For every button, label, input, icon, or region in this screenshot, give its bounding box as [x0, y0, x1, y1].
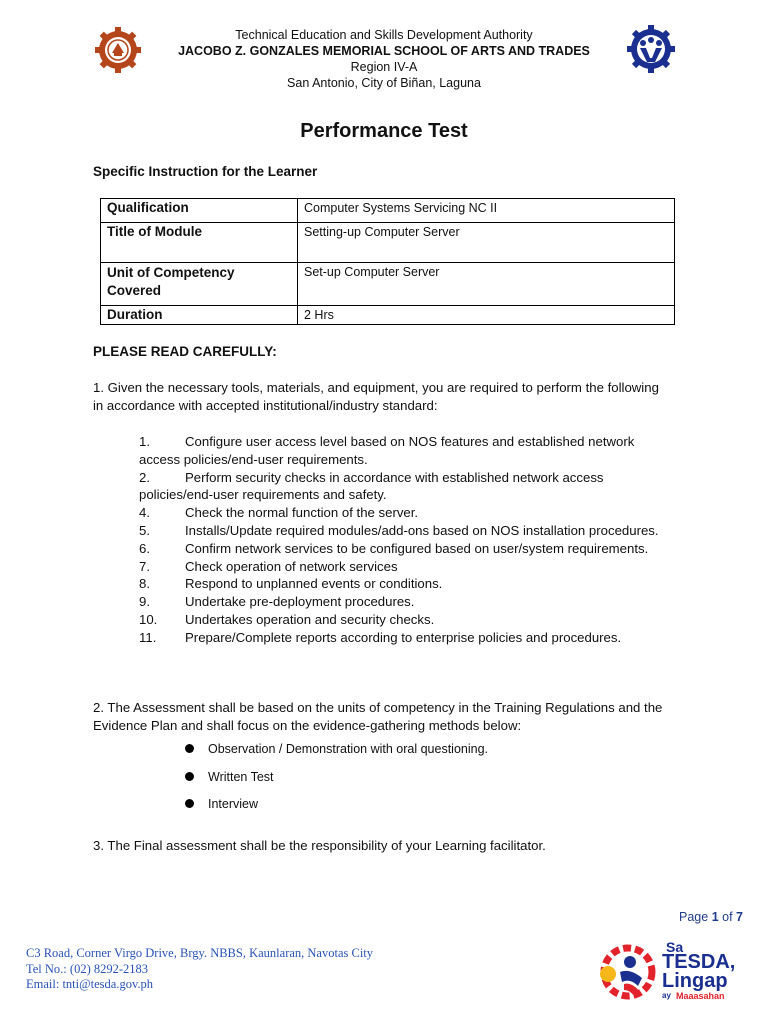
table-value: Set-up Computer Server: [298, 263, 675, 306]
page-total: 7: [736, 910, 743, 924]
logo-maaasahan: Maaasahan: [676, 991, 725, 1001]
step-number: 4.: [139, 505, 150, 521]
table-label: Duration: [101, 306, 298, 325]
table-value: Setting-up Computer Server: [298, 223, 675, 263]
step-text: Confirm network services to be configured based on user/system requirements.: [185, 540, 649, 556]
list-item: [139, 558, 679, 576]
header-address: San Antonio, City of Biñan, Laguna: [287, 76, 481, 90]
logo-sa: Sa: [666, 939, 684, 955]
method-text: Observation / Demonstration with oral questioning.: [208, 742, 489, 756]
step-text: Check operation of network services: [185, 558, 398, 574]
step-number: 11.: [139, 629, 157, 645]
logo-ay: ay: [662, 991, 671, 1000]
table-value: Computer Systems Servicing NC II: [298, 199, 675, 223]
list-item: [185, 742, 488, 756]
list-item: [185, 797, 258, 811]
page-number: [679, 910, 743, 924]
list-item: [139, 593, 679, 611]
list-item: [139, 575, 679, 593]
step-number: 1.: [139, 434, 150, 449]
table-row: [101, 223, 675, 263]
step-number: 5.: [139, 522, 150, 538]
footer-address: C3 Road, Corner Virgo Drive, Brgy. NBBS, Kaunlaran, Navotas City: [26, 946, 374, 960]
step-number: 9.: [139, 594, 150, 610]
header-region: Region IV-A: [350, 60, 418, 74]
info-table: [100, 198, 675, 325]
footer-tel: Tel No.: (02) 8292-2183: [26, 961, 149, 976]
step-number: 7.: [139, 558, 150, 574]
list-item: [139, 540, 679, 558]
table-label: Qualification: [101, 199, 298, 223]
table-label: Title of Module: [101, 223, 298, 263]
bullet-icon: [185, 744, 194, 753]
header-agency: Technical Education and Skills Development Authority: [235, 28, 533, 42]
list-item: [139, 611, 679, 629]
step-text: Undertakes operation and security checks.: [185, 611, 435, 627]
table-row: [101, 199, 675, 223]
page-prefix: Page: [679, 910, 709, 924]
table-row: [101, 306, 675, 325]
steps-list: [139, 433, 679, 647]
step-text: Check the normal function of the server.: [185, 505, 419, 521]
subheading: Specific Instruction for the Learner: [93, 164, 318, 179]
method-text: Written Test: [208, 770, 274, 784]
please-read-heading: PLEASE READ CAREFULLY:: [93, 344, 277, 359]
logo-tesda: TESDA,: [662, 951, 736, 973]
footer-contact: [26, 946, 373, 993]
bullet-icon: [185, 772, 194, 781]
list-item: [139, 504, 679, 522]
instruction-3: 3. The Final assessment shall be the responsibility of your Learning facilitator.: [93, 838, 546, 853]
logo-figure-icon: [590, 942, 662, 1000]
list-item: [139, 433, 679, 469]
footer-email: Email: tnti@tesda.gov.ph: [26, 977, 154, 991]
step-text: Undertake pre-deployment procedures.: [185, 594, 415, 610]
table-label: Unit of Competency Covered: [101, 263, 298, 306]
instruction-1: 1. Given the necessary tools, materials, and equipment, you are required to perform the following in accordance with accepted institutional/industry standard:: [93, 380, 659, 413]
step-text: Respond to unplanned events or conditions.: [185, 576, 443, 592]
step-number: 10.: [139, 611, 158, 627]
list-item: [185, 770, 274, 784]
step-number: 8.: [139, 576, 150, 592]
step-text: Installs/Update required modules/add-ons based on NOS installation procedures.: [185, 522, 659, 538]
page-current: 1: [711, 910, 719, 924]
table-row: [101, 263, 675, 306]
step-text: Perform security checks in accordance with established network access policies/end-user requirements and safety.: [139, 469, 604, 503]
header-school: JACOBO Z. GONZALES MEMORIAL SCHOOL OF ARTS AND TRADES: [178, 44, 590, 58]
sa-tesda-lingap-logo: [588, 938, 748, 1004]
method-text: Interview: [208, 797, 259, 811]
step-text: Configure user access level based on NOS features and established network access policies/end-user requirements.: [139, 434, 635, 467]
bullet-icon: [185, 799, 194, 808]
page-of: of: [722, 910, 733, 924]
step-text: Prepare/Complete reports according to enterprise policies and procedures.: [185, 629, 622, 645]
page-title: Performance Test: [300, 120, 468, 142]
step-number: 2.: [139, 469, 150, 485]
list-item: [139, 522, 679, 540]
list-item: [139, 629, 679, 647]
table-value: 2 Hrs: [298, 306, 675, 325]
step-number: 6.: [139, 540, 150, 556]
instruction-2: 2. The Assessment shall be based on the units of competency in the Training Regulations and the Evidence Plan and shall focus on the evidence-gathering methods below:: [93, 700, 663, 733]
list-item: [139, 469, 679, 505]
logo-lingap: Lingap: [662, 970, 728, 992]
